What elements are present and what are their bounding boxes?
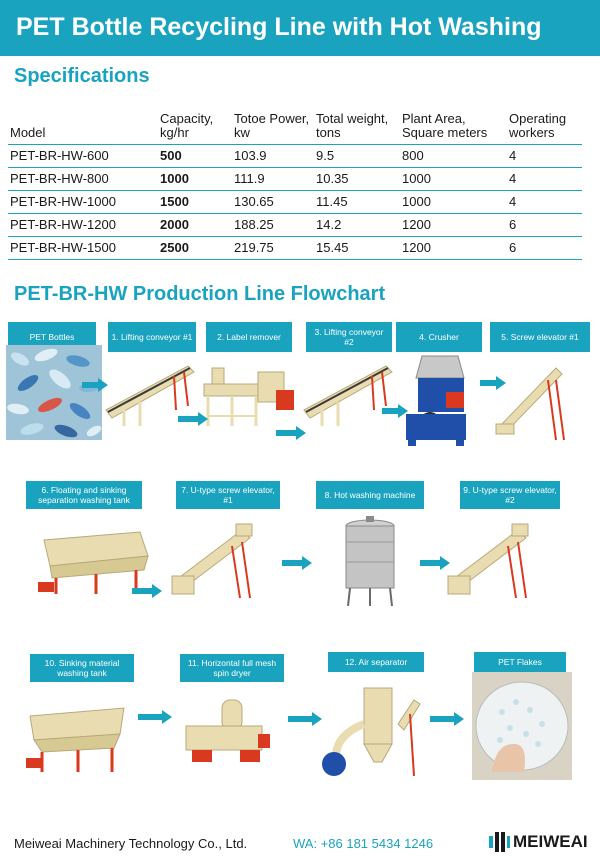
air-separator-image xyxy=(318,684,428,780)
area-cell: 1200 xyxy=(400,236,507,259)
table-header-row xyxy=(8,104,582,144)
label-remover-image xyxy=(198,360,298,432)
specifications-table xyxy=(8,104,582,260)
hot-washing-machine-image xyxy=(340,516,400,608)
power-cell: 111.9 xyxy=(232,167,314,190)
workers-cell: 6 xyxy=(507,213,582,236)
header-workers: Operating workers xyxy=(507,104,582,144)
table-row xyxy=(8,144,582,167)
area-cell: 1000 xyxy=(400,190,507,213)
area-cell: 1000 xyxy=(400,167,507,190)
step-label-pet-bottles: PET Bottles xyxy=(8,322,96,352)
flow-arrow xyxy=(132,584,162,598)
page-title: PET Bottle Recycling Line with Hot Washing xyxy=(16,13,542,41)
capacity-cell: 2000 xyxy=(158,213,232,236)
company-name: Meiweai Machinery Technology Co., Ltd. xyxy=(14,836,248,851)
footer xyxy=(0,826,600,862)
step-label-u-type-screw-elevator-2: 9. U-type screw elevator, #2 xyxy=(460,481,560,509)
flow-arrow xyxy=(288,712,322,726)
weight-cell: 10.35 xyxy=(314,167,400,190)
model-cell: PET-BR-HW-800 xyxy=(8,167,158,190)
brand-name: MEIWEAI xyxy=(513,832,588,851)
power-cell: 130.65 xyxy=(232,190,314,213)
screw-elevator-1-image xyxy=(494,360,574,444)
model-cell: PET-BR-HW-1200 xyxy=(8,213,158,236)
specifications-heading: Specifications xyxy=(14,65,150,87)
workers-cell: 4 xyxy=(507,167,582,190)
step-label-crusher: 4. Crusher xyxy=(396,322,482,352)
step-label-u-type-screw-elevator-1: 7. U-type screw elevator, #1 xyxy=(176,481,280,509)
capacity-cell: 1000 xyxy=(158,167,232,190)
lifting-conveyor-2-image xyxy=(302,360,394,430)
header-weight: Total weight, tons xyxy=(314,104,400,144)
area-cell: 800 xyxy=(400,144,507,167)
step-label-screw-elevator-1: 5. Screw elevator #1 xyxy=(490,322,590,352)
pet-flakes-image xyxy=(472,672,572,780)
model-cell: PET-BR-HW-600 xyxy=(8,144,158,167)
spin-dryer-image xyxy=(178,696,274,768)
table-row xyxy=(8,167,582,190)
flowchart-heading: PET-BR-HW Production Line Flowchart xyxy=(14,283,386,305)
meiweai-logo-icon xyxy=(488,832,510,852)
step-label-floating-sinking-tank: 6. Floating and sinking separation washing tank xyxy=(26,481,142,509)
workers-cell: 4 xyxy=(507,144,582,167)
model-cell: PET-BR-HW-1000 xyxy=(8,190,158,213)
step-label-air-separator: 12. Air separator xyxy=(328,652,424,672)
table-row xyxy=(8,213,582,236)
step-label-lifting-conveyor-1: 1. Lifting conveyor #1 xyxy=(108,322,196,352)
header-plant-area: Plant Area, Square meters xyxy=(400,104,507,144)
flow-arrow xyxy=(430,712,464,726)
flow-arrow xyxy=(276,426,306,440)
weight-cell: 14.2 xyxy=(314,213,400,236)
flow-arrow xyxy=(82,378,108,392)
flow-arrow xyxy=(480,376,506,390)
header-power: Totoe Power, kw xyxy=(232,104,314,144)
step-label-pet-flakes: PET Flakes xyxy=(474,652,566,672)
flow-arrow xyxy=(382,404,408,418)
area-cell: 1200 xyxy=(400,213,507,236)
u-type-screw-elevator-1-image xyxy=(170,518,262,602)
sinking-material-tank-image xyxy=(22,700,130,776)
weight-cell: 9.5 xyxy=(314,144,400,167)
capacity-cell: 500 xyxy=(158,144,232,167)
header-model: Model xyxy=(8,104,158,144)
table-row xyxy=(8,236,582,259)
workers-cell: 6 xyxy=(507,236,582,259)
pet-bottles-image xyxy=(6,345,102,440)
brand-logo xyxy=(488,832,588,852)
capacity-cell: 2500 xyxy=(158,236,232,259)
step-label-hot-washing-machine: 8. Hot washing machine xyxy=(316,481,424,509)
workers-cell: 4 xyxy=(507,190,582,213)
flow-arrow xyxy=(178,412,208,426)
weight-cell: 15.45 xyxy=(314,236,400,259)
weight-cell: 11.45 xyxy=(314,190,400,213)
whatsapp-contact: WA: +86 181 5434 1246 xyxy=(293,836,434,851)
step-label-label-remover: 2. Label remover xyxy=(206,322,292,352)
flow-arrow xyxy=(282,556,312,570)
power-cell: 219.75 xyxy=(232,236,314,259)
u-type-screw-elevator-2-image xyxy=(446,518,538,602)
capacity-cell: 1500 xyxy=(158,190,232,213)
header-capacity: Capacity, kg/hr xyxy=(158,104,232,144)
step-label-sinking-material-tank: 10. Sinking material washing tank xyxy=(30,654,134,682)
step-label-lifting-conveyor-2: 3. Lifting conveyor #2 xyxy=(306,322,392,352)
table-row xyxy=(8,190,582,213)
flow-arrow xyxy=(138,710,172,724)
title-banner xyxy=(0,0,600,56)
crusher-image xyxy=(400,352,480,448)
step-label-spin-dryer: 11. Horizontal full mesh spin dryer xyxy=(180,654,284,682)
power-cell: 103.9 xyxy=(232,144,314,167)
model-cell: PET-BR-HW-1500 xyxy=(8,236,158,259)
power-cell: 188.25 xyxy=(232,213,314,236)
